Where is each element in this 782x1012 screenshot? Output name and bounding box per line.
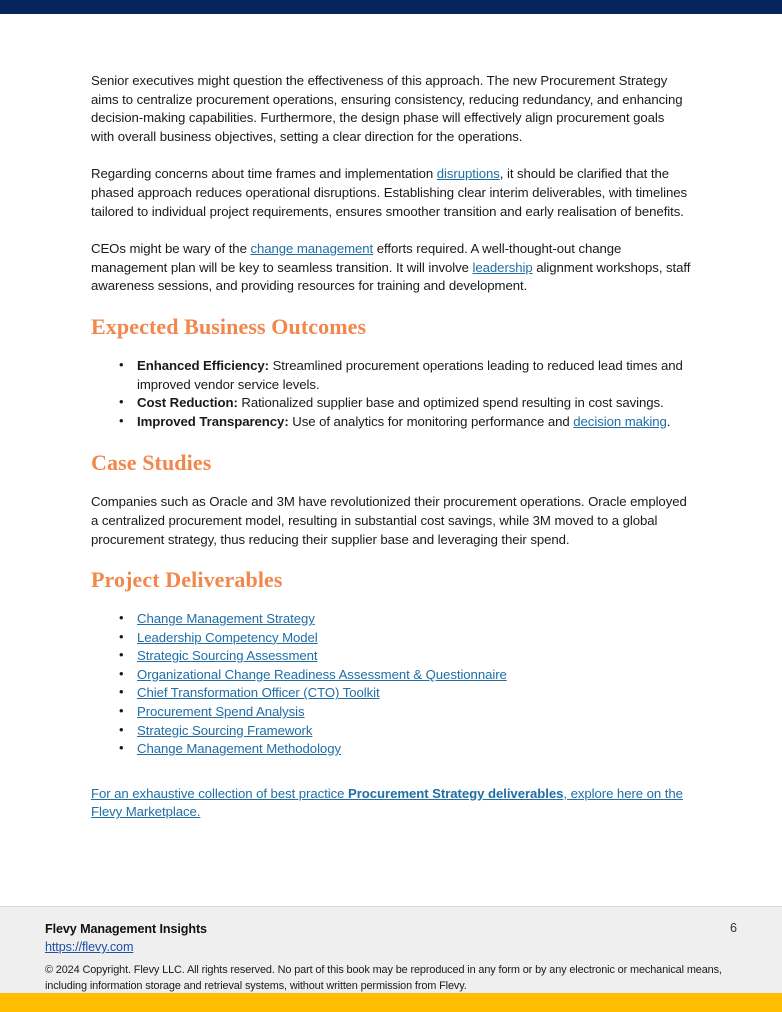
list-item bbox=[91, 666, 691, 685]
list-item bbox=[91, 629, 691, 648]
cta-bold-text: Procurement Strategy deliverables bbox=[348, 785, 564, 801]
list-item bbox=[91, 610, 691, 629]
paragraph-ceos-change bbox=[91, 240, 691, 296]
outcome-text: Use of analytics for monitoring performance and bbox=[288, 413, 574, 429]
outcome-tail: . bbox=[666, 413, 671, 429]
page-body bbox=[0, 14, 782, 906]
list-item bbox=[91, 647, 691, 666]
footer-brand-name: Flevy Management Insights bbox=[45, 922, 207, 936]
outcome-text: Streamlined procurement operations leading to reduced lead times and improved vendor service levels. bbox=[137, 357, 683, 392]
link-change-management[interactable]: change management bbox=[250, 241, 374, 257]
paragraph-senior-executives: Senior executives might question the effectiveness of this approach. The new Procurement Strategy aims to centralize procurement operations, ensuring consistency, reducing redundancy, and enhancing decision-making capabilities. Furthermore, the design phase will effectively align procurement goals with overall business objectives, setting a clear direction for the operations. bbox=[91, 73, 683, 144]
paragraph-case-studies: Companies such as Oracle and 3M have revolutionized their procurement operations. Oracle employed a centralized procurement model, resulting in substantial cost savings, while 3M moved to a global procurement strategy, thus reducing their supplier base and leveraging their spend. bbox=[91, 494, 687, 547]
heading-expected-business-outcomes: Expected Business Outcomes bbox=[91, 313, 367, 339]
list-item bbox=[91, 413, 691, 432]
footer-copyright-text: © 2024 Copyright. Flevy LLC. All rights reserved. No part of this book may be reproduced in any form or by any electronic or mechanical means, including information storage and retrieval systems, without written permission from Flevy. bbox=[45, 964, 722, 992]
paragraph-3-part-3: alignment workshops, staff awareness sessions, and providing resources for training and development. bbox=[91, 259, 691, 294]
list-item bbox=[91, 684, 691, 703]
paragraph-time-frames bbox=[91, 165, 691, 221]
deliverable-link-change-management-methodology[interactable]: Change Management Methodology bbox=[137, 741, 341, 757]
page-number: 6 bbox=[729, 921, 737, 935]
deliverable-link-cto-toolkit[interactable]: Chief Transformation Officer (CTO) Toolkit bbox=[137, 685, 380, 701]
deliverable-link-leadership-competency-model[interactable]: Leadership Competency Model bbox=[137, 629, 318, 645]
list-item bbox=[91, 394, 691, 413]
list-item bbox=[91, 703, 691, 722]
deliverable-link-org-change-readiness-assessment[interactable]: Organizational Change Readiness Assessment & Questionnaire bbox=[137, 666, 507, 682]
outcome-lead-label: Improved Transparency: bbox=[137, 413, 289, 429]
link-flevy-marketplace[interactable] bbox=[91, 786, 683, 820]
outcome-lead-label: Enhanced Efficiency: bbox=[137, 357, 269, 373]
footer-brand-block bbox=[45, 921, 737, 956]
document-content bbox=[91, 72, 691, 822]
paragraph-2-text-before: Regarding concerns about time frames and implementation bbox=[91, 166, 437, 182]
bottom-gold-band bbox=[0, 993, 782, 1012]
outcomes-list bbox=[91, 357, 691, 431]
footer-website-link[interactable]: https://flevy.com bbox=[45, 940, 134, 954]
link-decision-making[interactable]: decision making bbox=[573, 413, 667, 429]
deliverable-link-strategic-sourcing-assessment[interactable]: Strategic Sourcing Assessment bbox=[137, 648, 318, 664]
deliverable-link-change-management-strategy[interactable]: Change Management Strategy bbox=[137, 611, 315, 627]
deliverable-link-strategic-sourcing-framework[interactable]: Strategic Sourcing Framework bbox=[137, 722, 313, 738]
heading-project-deliverables: Project Deliverables bbox=[91, 567, 283, 593]
deliverable-link-procurement-spend-analysis[interactable]: Procurement Spend Analysis bbox=[137, 704, 305, 720]
link-disruptions[interactable]: disruptions bbox=[436, 166, 500, 182]
link-leadership[interactable]: leadership bbox=[472, 259, 533, 275]
list-item bbox=[91, 740, 691, 759]
heading-case-studies: Case Studies bbox=[91, 450, 212, 476]
outcome-lead-label: Cost Reduction: bbox=[137, 395, 238, 411]
list-item bbox=[91, 357, 691, 394]
paragraph-3-part-2: efforts required. A well-thought-out change management plan will be key to seamless transition. It will involve bbox=[91, 241, 622, 275]
call-to-action-paragraph bbox=[91, 785, 691, 822]
deliverables-list bbox=[91, 610, 691, 759]
cta-part-1: For an exhaustive collection of best practice bbox=[91, 785, 349, 801]
list-item bbox=[91, 722, 691, 741]
page-footer bbox=[0, 906, 782, 993]
paragraph-3-part-1: CEOs might be wary of the bbox=[91, 241, 251, 257]
outcome-text: Rationalized supplier base and optimized spend resulting in cost savings. bbox=[237, 395, 664, 411]
paragraph-2-text-after: , it should be clarified that the phased approach reduces operational disruptions. Establishing clear interim deliverables, with timelines tailored to individual project requirements, ensures smoother transition and early realisation of benefits. bbox=[91, 166, 688, 219]
top-navy-band bbox=[0, 0, 782, 14]
cta-part-2: , explore here on the Flevy Marketplace. bbox=[91, 785, 683, 820]
